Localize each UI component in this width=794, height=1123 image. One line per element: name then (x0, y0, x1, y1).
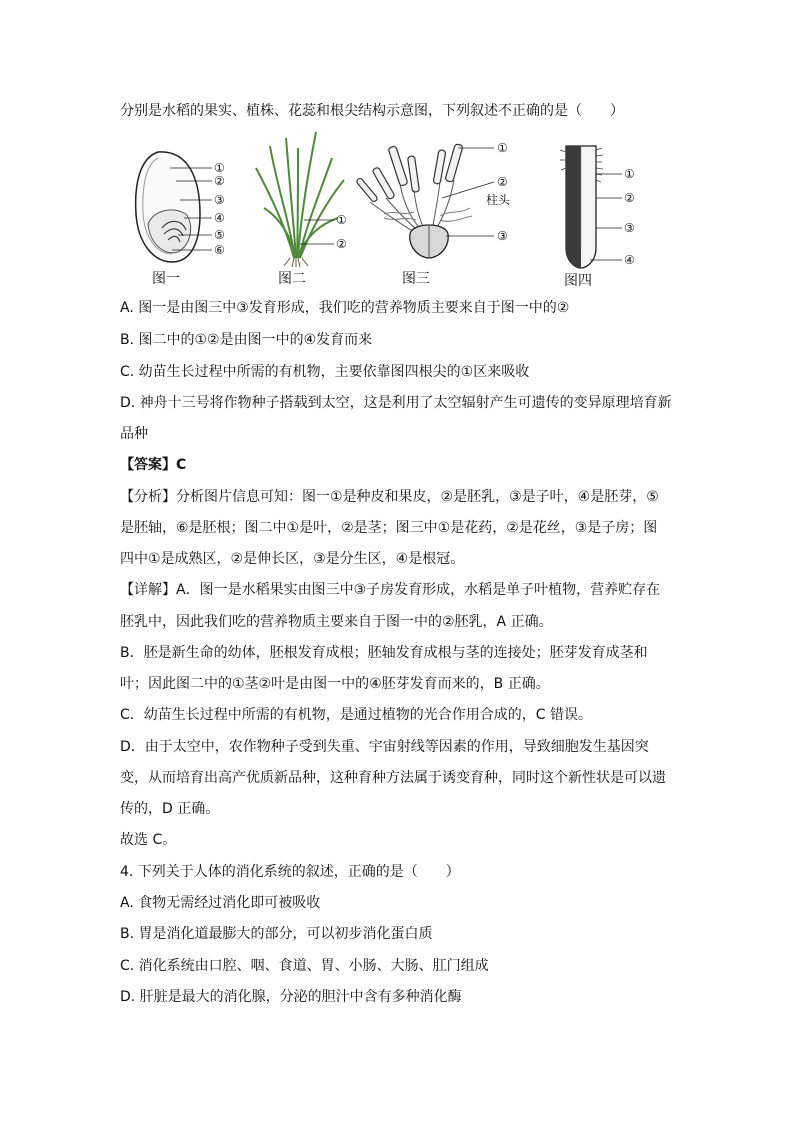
figure-2-rice-plant (246, 128, 356, 268)
fig4-label-2: ② (624, 191, 635, 205)
q3-analysis-line2: 是胚轴，⑥是胚根；图二中①是叶，②是茎；图三中①是花药，②是花丝，③是子房；图 (120, 520, 658, 536)
q3-analysis-line1: 【分析】分析图片信息可知：图一①是种皮和果皮，②是胚乳，③是子叶，④是胚芽，⑤ (120, 489, 659, 505)
fig3-label-1: ① (497, 141, 508, 155)
figure-4-root-tip (556, 140, 656, 270)
q3-detail-line5: C．幼苗生长过程中所需的有机物，是通过植物的光合作用合成的，C 错误。 (120, 707, 592, 723)
fig2-label-2: ② (336, 237, 347, 251)
fig4-label-4: ④ (624, 253, 635, 267)
fig1-label-3: ③ (214, 193, 225, 207)
q3-detail-line8: 传的，D 正确。 (120, 801, 220, 817)
fig1-label-5: ⑤ (214, 228, 225, 242)
figure-2-caption: 图二 (278, 271, 306, 287)
q3-detail-line2: 胚乳中，因此我们吃的营养物质主要来自于图一中的②胚乳，A 正确。 (120, 614, 553, 630)
figure-3-flower-pistil (354, 136, 520, 266)
q3-detail-line3: B．胚是新生命的幼体，胚根发育成根；胚轴发育成根与茎的连接处；胚芽发育成茎和 (120, 645, 648, 661)
fig3-label-2: ② (497, 175, 508, 189)
q3-option-c: C. 幼苗生长过程中所需的有机物，主要依靠图四根尖的①区来吸收 (120, 364, 530, 380)
rice-plant-illustration (246, 128, 356, 268)
q3-detail-line6: D．由于太空中，农作物种子受到失重、宇宙射线等因素的作用，导致细胞发生基因突 (120, 739, 649, 755)
root-tip-illustration (556, 140, 656, 270)
q3-option-a: A. 图一是由图三中③发育形成，我们吃的营养物质主要来自于图一中的② (120, 300, 570, 316)
q3-detail-line9: 故选 C。 (120, 832, 177, 848)
q3-option-d-line2: 品种 (120, 426, 148, 442)
fig1-label-4: ④ (214, 211, 225, 225)
q3-detail-line7: 变，从而培育出高产优质新品种，这种育种方法属于诱变育种，同时这个新性状是可以遗 (120, 770, 666, 786)
q4-option-a: A. 食物无需经过消化即可被吸收 (120, 895, 321, 911)
fig3-label-3: ③ (497, 229, 508, 243)
fig1-label-6: ⑥ (214, 243, 225, 257)
q4-option-c: C. 消化系统由口腔、咽、食道、胃、小肠、大肠、肛门组成 (120, 958, 489, 974)
fig4-label-1: ① (624, 167, 635, 181)
figure-4-caption: 图四 (564, 273, 592, 289)
fig3-stigma-label: 柱头 (486, 193, 511, 207)
fig2-label-1: ① (336, 213, 347, 227)
rice-grain-illustration (128, 144, 228, 264)
figure-3-caption: 图三 (402, 271, 430, 287)
figure-1-rice-grain (128, 144, 228, 264)
q3-answer: 【答案】C (120, 457, 187, 473)
figure-1-caption: 图一 (152, 271, 180, 287)
fig4-label-3: ③ (624, 221, 635, 235)
q4-option-b: B. 胃是消化道最膨大的部分，可以初步消化蛋白质 (120, 926, 433, 942)
flower-pistil-illustration (354, 136, 520, 266)
q3-option-b: B. 图二中的①②是由图一中的④发育而来 (120, 332, 373, 348)
question-4-stem: 4. 下列关于人体的消化系统的叙述，正确的是（ ） (120, 864, 460, 880)
q3-option-d-line1: D. 神舟十三号将作物种子搭载到太空，这是利用了太空辐射产生可遗传的变异原理培育新 (120, 395, 672, 411)
q4-option-d: D. 肝脏是最大的消化腺，分泌的胆汁中含有多种消化酶 (120, 989, 462, 1005)
question-3-stem: 分别是水稻的果实、植株、花蕊和根尖结构示意图，下列叙述不正确的是（ ） (120, 103, 624, 119)
q3-detail-line1: 【详解】A．图一是水稻果实由图三中③子房发育形成，水稻是单子叶植物，营养贮存在 (120, 582, 661, 598)
fig1-label-2: ② (214, 174, 225, 188)
fig1-label-1: ① (214, 161, 225, 175)
q3-analysis-line3: 四中①是成熟区，②是伸长区，③是分生区，④是根冠。 (120, 551, 465, 567)
q3-detail-line4: 叶；因此图二中的①茎②叶是由图一中的④胚芽发育而来的，B 正确。 (120, 676, 550, 692)
